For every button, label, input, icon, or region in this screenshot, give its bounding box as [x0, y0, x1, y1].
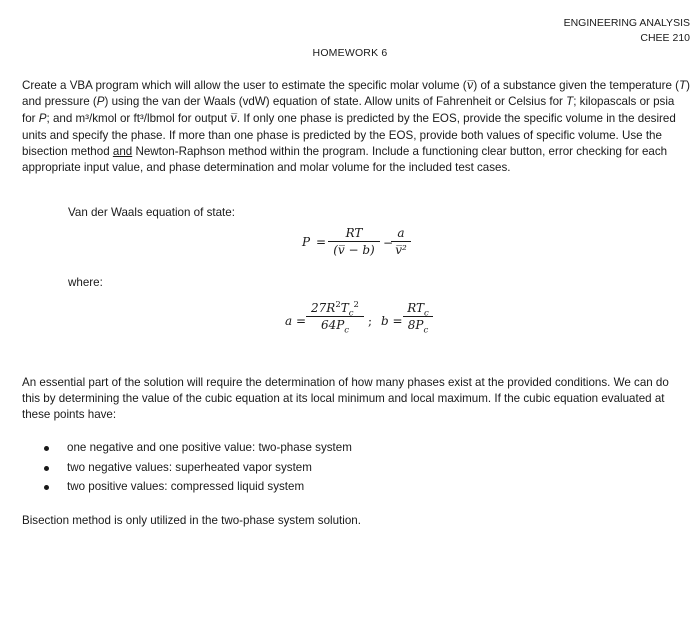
vdw-lhs: P	[302, 235, 311, 249]
course-name: ENGINEERING ANALYSIS	[563, 17, 690, 29]
list-item	[40, 440, 352, 460]
list-item-text: two negative values: superheated vapor system	[67, 460, 312, 474]
a-denominator: $64P_c$	[320, 318, 350, 336]
vdw-fraction-2	[391, 226, 411, 257]
b-denominator: $8P_c$	[407, 318, 429, 336]
course-code: CHEE 210	[640, 32, 690, 44]
pressure-symbol: P	[96, 95, 105, 109]
b-numerator: $RT_c$	[407, 301, 429, 319]
intro-text: ) using the van der Waals (vdW) equation of state. Allow units of Fahrenheit or Celsius for	[104, 95, 567, 109]
bullet-icon	[44, 485, 49, 490]
a-lhs: a =	[285, 314, 307, 328]
vdw-fraction-1-denominator: (v̅ − b)	[333, 243, 375, 257]
temperature-symbol: T	[679, 79, 687, 92]
intro-text: ; and m³/kmol or ft³/lbmol for output	[46, 112, 231, 126]
pressure-symbol: P	[38, 112, 47, 126]
vbar-symbol: v̅	[230, 111, 237, 126]
underlined-and: and	[112, 144, 133, 158]
list-item-text: two positive values: compressed liquid system	[67, 480, 305, 493]
closing-note: Bisection method is only utilized in the two-phase system solution.	[22, 514, 361, 527]
phase-bullet-list	[40, 440, 352, 499]
intro-text: ; kilopascals or psia for	[22, 95, 675, 126]
intro-paragraph	[22, 77, 690, 176]
vbar-symbol: v̅	[466, 78, 474, 92]
vdw-fraction-1	[328, 226, 380, 257]
list-item-text: one negative and one positive value: two-phase system	[67, 441, 352, 454]
list-item	[40, 460, 352, 480]
a-fraction	[306, 300, 364, 336]
equation-separator: ;	[368, 314, 373, 328]
b-fraction	[403, 301, 433, 336]
bullet-icon	[44, 466, 49, 471]
vdw-fraction-2-denominator: v̅²	[395, 243, 407, 257]
intro-text: Create a VBA program which will allow the user to estimate the specific molar volume (	[22, 79, 467, 92]
b-lhs: b =	[381, 314, 403, 328]
list-item	[40, 479, 352, 499]
equation-label: Van der Waals equation of state:	[68, 206, 235, 219]
homework-title: HOMEWORK 6	[312, 47, 388, 59]
intro-text: . If only one phase is predicted by the EOS, provide the specific volume in the desired units and specify the phase. If more than one phase is predicted by the EOS, provide both values of specific volume. Use the bisection method	[22, 112, 676, 158]
vdw-fraction-1-numerator: RT	[345, 226, 363, 240]
bullet-icon	[44, 446, 49, 451]
intro-text: Newton-Raphson method within the program. Include a functioning clear button, error checking for each appropriate input value, and phase determination and molar volume for the included test cases.	[22, 144, 668, 175]
vdw-minus: −	[383, 236, 394, 250]
vdw-fraction-2-numerator: a	[397, 226, 405, 240]
phase-paragraph: An essential part of the solution will require the determination of how many phases exist at the provided conditions. We can do this by determining the value of the cubic equation at its local minimum and local maximum. If the cubic equation evaluated at these points have:	[22, 376, 669, 422]
vdw-equals: =	[316, 235, 327, 249]
intro-text: ) of a substance given the temperature (	[473, 79, 679, 92]
temperature-symbol: T	[566, 95, 574, 109]
intro-text: ) and pressure (	[22, 79, 690, 109]
a-numerator: $27R^2T_c^2$	[311, 300, 359, 319]
where-label: where:	[68, 276, 103, 289]
